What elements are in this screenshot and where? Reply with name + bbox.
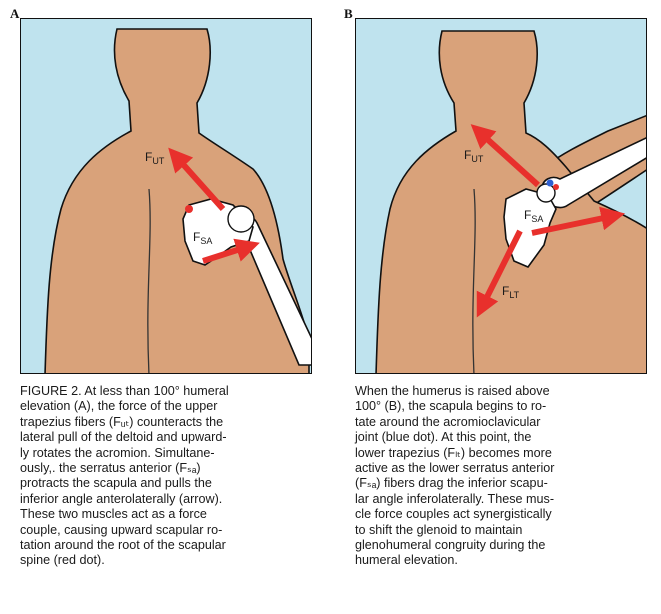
caption-line: When the humerus is raised above [355,384,550,398]
caption-line: cle force couples act synergistically [355,507,552,522]
caption-line: These two muscles act as a force [20,507,207,522]
caption-line: FIGURE 2. At less than 100° humeral [20,384,229,398]
panel-b-illustration [356,19,647,374]
label-fsa: $F_{SA}$ [524,208,544,224]
label-fut: $F_{UT}$ [464,148,484,164]
caption-line: tate around the acromioclavicular [355,414,541,429]
caption-line: elevation (A), the force of the upper [20,399,218,414]
caption-line: 100° (B), the scapula begins to ro- [355,399,547,414]
caption-line: couple, causing upward scapular ro- [20,522,223,537]
label-fsa: $F_{SA}$ [193,230,213,246]
caption-line: trapezius fibers (Fᵤₜ) counteracts the [20,414,224,429]
caption-line: spine (red dot). [20,553,105,568]
caption-line: to shift the glenoid to maintain [355,522,523,537]
panel-b-letter: B [344,6,353,21]
caption-line: (Fₛₐ) fibers drag the inferior scapu- [355,476,548,491]
caption-line: lower trapezius (Fₗₜ) becomes more [355,445,552,460]
caption-line: humeral elevation. [355,553,458,568]
caption-line: protracts the scapula and pulls the [20,476,212,491]
caption-line: ly rotates the acromion. Simultane- [20,445,215,460]
caption-line: lar angle inferolaterally. These mus- [355,491,555,506]
caption-line: lateral pull of the deltoid and upward- [20,430,227,445]
red-dot [553,184,559,190]
panel-a-illustration [21,19,312,374]
caption-line: glenohumeral congruity during the [355,538,546,553]
caption-line: inferior angle anterolaterally (arrow). [20,491,223,506]
caption-right [355,384,651,569]
humeral-head [537,184,555,202]
panel-a [20,18,312,374]
humeral-head [228,206,254,232]
caption-line: ously,. the serratus anterior (Fₛₐ) [20,461,201,476]
label-flt: $F_{LT}$ [502,284,520,300]
panel-b [355,18,647,374]
caption-left [20,384,316,569]
caption-line: joint (blue dot). At this point, the [355,430,532,445]
blue-dot [547,180,554,187]
label-fut: $F_{UT}$ [145,150,165,166]
caption-line: tation around the root of the scapular [20,538,226,553]
caption-line: active as the lower serratus anterior [355,461,555,476]
red-dot [185,205,193,213]
panel-a-letter: A [10,6,20,21]
